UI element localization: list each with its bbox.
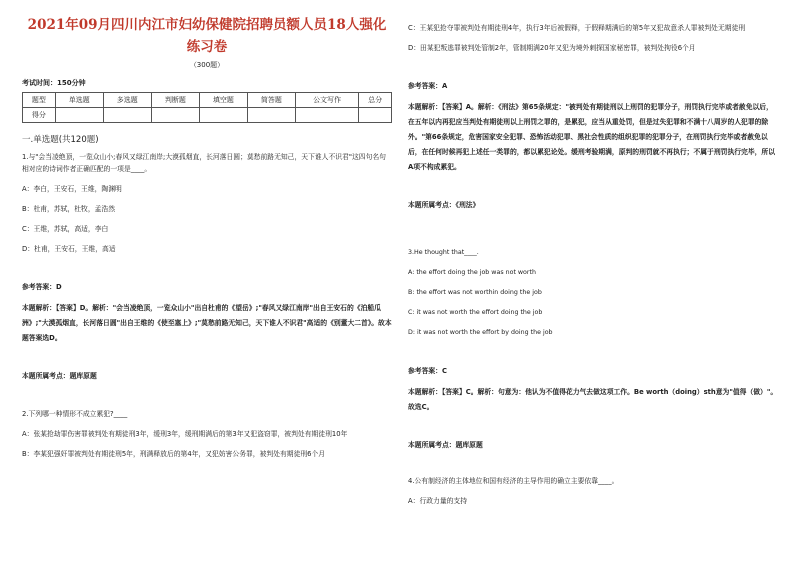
option-d: D：田某犯叛逃罪被判处管制2年，管制期满20年又犯为境外刺探国家秘密罪，被判处拘役6个月	[408, 44, 696, 52]
option-a: A：张某抢劫罪伤害罪被判处有期徒刑3年，缓刑3年，缓刑期满后的第3年又犯盗窃罪，被判处有期徒刑10年	[22, 430, 348, 438]
option-b: B：杜甫，苏轼，杜牧，孟浩然	[22, 205, 116, 213]
knowledge-point-2: 本题所属考点：《刑法》	[408, 201, 480, 209]
question-2: 2.下列哪一种情形不成立累犯?____	[22, 410, 128, 418]
answer-2: 参考答案：A	[408, 82, 448, 90]
option-c: C：王维，苏轼，高适，李白	[22, 225, 109, 233]
score-cell	[103, 108, 151, 123]
header-cell: 公文写作	[295, 93, 358, 108]
score-row-label: 得分	[23, 108, 56, 123]
page-title: 2021年09月四川内江市妇幼保健院招聘员额人员18人强化练习卷	[27, 17, 387, 55]
header-cell: 填空题	[199, 93, 247, 108]
score-cell	[55, 108, 103, 123]
option-b: B: the effort was not worthin doing the job	[408, 289, 542, 296]
option-b: B：李某犯强奸罪被判处有期徒刑5年，刑满释放后的第4年，又犯妨害公务罪，被判处有期徒刑6个月	[22, 450, 326, 458]
score-cell	[359, 108, 392, 123]
knowledge-point-1: 本题所属考点：题库原题	[22, 372, 97, 380]
left-column	[22, 0, 392, 565]
answer-1: 参考答案：D	[22, 283, 62, 291]
exam-time: 考试时间：150分钟	[22, 79, 86, 87]
explanation-1: 本题解析：【答案】D。解析："会当凌绝顶，一览众山小"出自杜甫的《望岳》;"春风又绿江南岸"出自王安石的《泊船瓜洲》;"大漠孤烟直，长河落日圆"出自王维的《使至塞上》;"莫愁前路无知己，天下谁人不识君"高适的《别董大二首》。故本题答案选D。	[22, 304, 392, 342]
score-cell	[247, 108, 295, 123]
question-1: 1.与"会当凌绝顶，一览众山小;春风又绿江南岸;大漠孤烟直，长河落日圆；莫愁前路无知己，天下谁人不识君"这四句名句相对应的诗词作者正确匹配的一项是____。	[22, 153, 386, 173]
score-cell	[199, 108, 247, 123]
option-a: A：行政力量的支持	[408, 497, 468, 505]
option-d: D: it was not worth the effort by doing the job	[408, 329, 553, 336]
header-cell: 总分	[359, 93, 392, 108]
question-3: 3.He thought that____.	[408, 249, 479, 256]
option-c: C：王某犯抢夺罪被判处有期徒刑4年，执行3年后被假释，于假释期满后的第5年又犯故意杀人罪被判处无期徒刑	[408, 24, 746, 32]
header-cell: 判断题	[151, 93, 199, 108]
score-table	[22, 92, 392, 123]
option-d: D：杜甫，王安石，王维，高适	[22, 245, 116, 253]
score-cell	[151, 108, 199, 123]
right-column	[408, 0, 778, 565]
header-cell: 题型	[23, 93, 56, 108]
answer-3: 参考答案：C	[408, 367, 447, 375]
question-4: 4.公有制经济的主体地位和国有经济的主导作用的确立主要依靠____。	[408, 477, 619, 485]
option-a: A：李白，王安石，王维，陶渊明	[22, 185, 122, 193]
header-cell: 简答题	[247, 93, 295, 108]
page-subtitle: （300题）	[189, 61, 225, 69]
option-c: C: it was not worth the effort doing the job	[408, 309, 543, 316]
score-table-header	[23, 93, 392, 108]
explanation-3: 本题解析：【答案】C。解析：句意为：他认为不值得花力气去做这项工作。Be worth（doing）sth意为"值得（做）"。故选C。	[408, 388, 778, 411]
explanation-2: 本题解析：【答案】A。解析：《刑法》第65条规定："被判处有期徒刑以上刑罚的犯罪分子，刑罚执行完毕或者赦免以后，在五年以内再犯应当判处有期徒刑以上刑罚之罪的，是累犯，应当从重处罚，但是过失犯罪和不满十八周岁的人犯罪的除外。"第66条规定，危害国家安全犯罪、恐怖活动犯罪、黑社会性质的组织犯罪的犯罪分子，在刑罚执行完毕或者赦免以后，在任何时候再犯上述任一类罪的，都以累犯论处。缓刑考验期满，原判的刑罚就不再执行；不属于刑罚执行完毕，所以A项不构成累犯。	[408, 103, 776, 171]
option-a: A: the effort doing the job was not worth	[408, 269, 536, 276]
score-cell	[295, 108, 358, 123]
header-cell: 多选题	[103, 93, 151, 108]
header-cell: 单选题	[55, 93, 103, 108]
score-row	[23, 108, 392, 123]
knowledge-point-3: 本题所属考点：题库原题	[408, 441, 483, 449]
section-heading: 一.单选题(共120题)	[22, 135, 99, 145]
